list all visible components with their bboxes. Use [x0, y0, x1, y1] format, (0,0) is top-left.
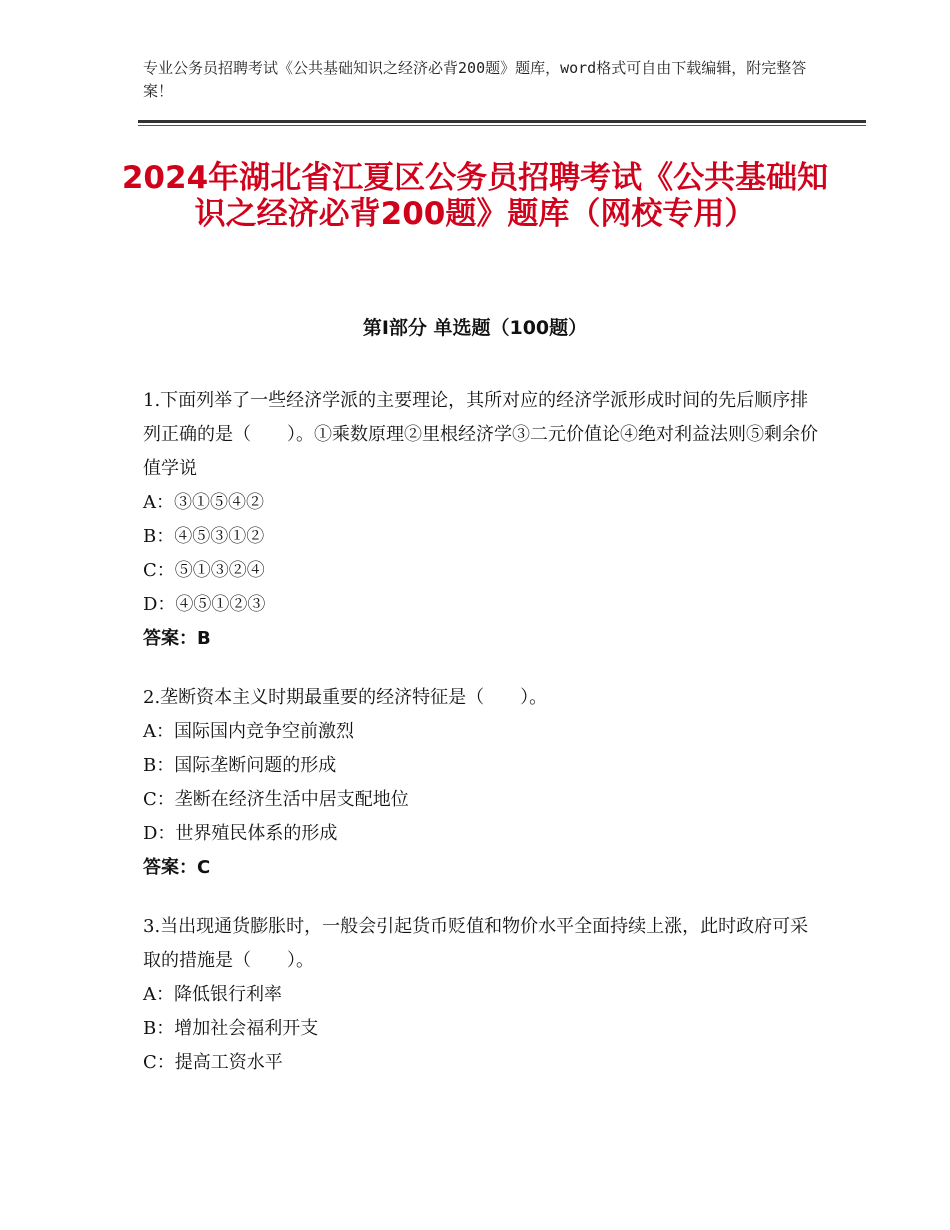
option-b: B：④⑤③①② [143, 526, 265, 547]
question-3 [143, 910, 823, 1080]
answer: 答案：B [143, 628, 211, 649]
option-b: B：增加社会福利开支 [143, 1018, 319, 1039]
option-b: B：国际垄断问题的形成 [143, 755, 337, 776]
option-d: D：④⑤①②③ [143, 594, 266, 615]
document-title: 2024年湖北省江夏区公务员招聘考试《公共基础知识之经济必背200题》题库（网校专用） [121, 160, 829, 232]
question-list [143, 384, 823, 1105]
option-c: C：⑤①③②④ [143, 560, 265, 581]
header-divider-thin [138, 125, 866, 126]
option-a: A：③①⑤④② [143, 492, 264, 513]
option-a: A：降低银行利率 [143, 984, 282, 1005]
question-2 [143, 681, 823, 885]
header-divider [138, 120, 866, 123]
question-stem: 2.垄断资本主义时期最重要的经济特征是（ ）。 [143, 687, 548, 708]
option-a: A：国际国内竞争空前激烈 [143, 721, 354, 742]
option-c: C：提高工资水平 [143, 1052, 283, 1073]
question-stem: 1.下面列举了一些经济学派的主要理论，其所对应的经济学派形成时间的先后顺序排列正确的是（ ）。①乘数原理②里根经济学③二元价值论④绝对利益法则⑤剩余价值学说 [143, 390, 818, 479]
header-note: 专业公务员招聘考试《公共基础知识之经济必背200题》题库，word格式可自由下载编辑，附完整答案！ [143, 59, 807, 100]
option-c: C：垄断在经济生活中居支配地位 [143, 789, 409, 810]
option-d: D：世界殖民体系的形成 [143, 823, 338, 844]
question-1 [143, 384, 823, 656]
section-heading: 第Ⅰ部分 单选题（100题） [362, 317, 588, 339]
answer: 答案：C [143, 857, 211, 878]
question-stem: 3.当出现通货膨胀时，一般会引起货币贬值和物价水平全面持续上涨，此时政府可采取的措施是（ ）。 [143, 916, 809, 971]
